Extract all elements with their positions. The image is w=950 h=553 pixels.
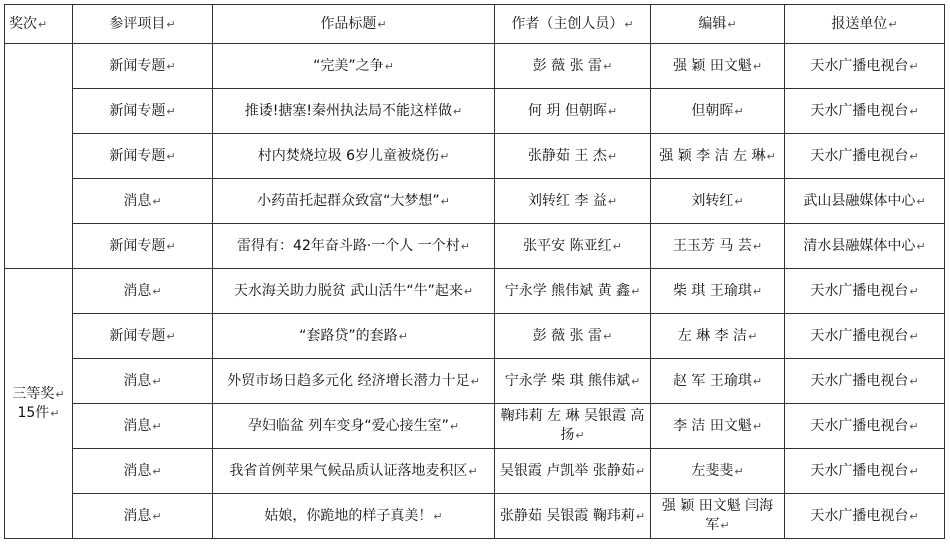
title-cell <box>213 449 495 494</box>
category-cell-text: 消息 ↵ <box>123 418 161 434</box>
unit-cell-text: 天水广播电视台 ↵ <box>810 283 918 299</box>
award-cell <box>5 269 73 539</box>
editor-cell <box>651 404 785 449</box>
author-cell <box>495 44 651 89</box>
author-cell <box>495 494 651 539</box>
header-title: 作品标题 ↵ <box>213 5 495 44</box>
unit-cell <box>785 224 945 269</box>
unit-cell <box>785 494 945 539</box>
title-cell <box>213 89 495 134</box>
header-category: 参评项目 ↵ <box>73 5 213 44</box>
table-row <box>5 449 945 494</box>
title-cell-text: 雷得有：42年奋斗路·一个人 一个村 ↵ <box>237 238 470 254</box>
table-row <box>5 314 945 359</box>
table-row <box>5 404 945 449</box>
author-cell-text: 宁永学 柴 琪 熊伟斌 ↵ <box>505 373 641 389</box>
editor-cell-text: 王玉芳 马 芸 ↵ <box>673 238 762 254</box>
category-cell <box>73 224 213 269</box>
editor-cell <box>651 134 785 179</box>
author-cell <box>495 359 651 404</box>
editor-cell-text: 李 洁 田文魁 ↵ <box>673 418 762 434</box>
title-cell <box>213 44 495 89</box>
title-cell-text: “完美”之争 ↵ <box>313 58 394 74</box>
editor-cell-text: 左 琳 李 洁 ↵ <box>678 328 758 344</box>
unit-cell <box>785 269 945 314</box>
award-count: 15件 ↵ <box>17 405 59 421</box>
award-label: 三等奖 ↵ <box>12 386 64 402</box>
category-cell <box>73 359 213 404</box>
title-cell-text: 我省首例苹果气候品质认证落地麦积区 ↵ <box>229 463 477 479</box>
title-cell <box>213 314 495 359</box>
category-cell-text: 新闻专题 ↵ <box>109 238 175 254</box>
author-cell-text: 张静茹 吴银霞 鞠玮莉 ↵ <box>500 508 645 524</box>
unit-cell <box>785 314 945 359</box>
editor-cell <box>651 314 785 359</box>
title-cell-text: 小药苗托起群众致富“大梦想” ↵ <box>257 193 450 209</box>
category-cell-text: 新闻专题 ↵ <box>109 148 175 164</box>
editor-cell-text: 赵 军 王瑜琪 ↵ <box>673 373 762 389</box>
editor-cell <box>651 449 785 494</box>
author-cell <box>495 224 651 269</box>
editor-cell <box>651 89 785 134</box>
title-cell-text: 外贸市场日趋多元化 经济增长潜力十足 ↵ <box>227 373 480 389</box>
unit-cell <box>785 449 945 494</box>
award-cell-blank <box>5 44 73 269</box>
category-cell <box>73 179 213 224</box>
author-cell-text: 吴银霞 卢凯举 张静茹 ↵ <box>500 463 645 479</box>
title-cell <box>213 494 495 539</box>
editor-cell-text: 左斐斐 ↵ <box>691 463 743 479</box>
table-row <box>5 44 945 89</box>
unit-cell <box>785 44 945 89</box>
category-cell-text: 消息 ↵ <box>123 373 161 389</box>
unit-cell <box>785 179 945 224</box>
unit-cell <box>785 134 945 179</box>
title-cell-text: 姑娘，你跪地的样子真美！ ↵ <box>264 508 442 524</box>
author-cell-text: 彭 薇 张 雷 ↵ <box>533 328 613 344</box>
author-cell-text: 鞠玮莉 左 琳 吴银霞 高 扬 ↵ <box>501 408 645 443</box>
title-cell <box>213 269 495 314</box>
editor-cell-text: 刘转红 ↵ <box>691 193 743 209</box>
category-cell <box>73 44 213 89</box>
unit-cell <box>785 359 945 404</box>
category-cell-text: 新闻专题 ↵ <box>109 328 175 344</box>
table-row <box>5 89 945 134</box>
title-cell-text: 村内焚烧垃圾 6岁儿童被烧伤 ↵ <box>258 148 450 164</box>
category-cell-text: 消息 ↵ <box>123 193 161 209</box>
category-cell-text: 消息 ↵ <box>123 463 161 479</box>
editor-cell-text: 强 颖 田文魁 ↵ <box>673 58 762 74</box>
unit-cell-text: 武山县融媒体中心 ↵ <box>803 193 925 209</box>
editor-cell <box>651 224 785 269</box>
category-cell <box>73 449 213 494</box>
author-cell-text: 刘转红 李 益 ↵ <box>528 193 617 209</box>
table-row <box>5 269 945 314</box>
category-cell <box>73 404 213 449</box>
unit-cell-text: 天水广播电视台 ↵ <box>810 463 918 479</box>
unit-cell-text: 天水广播电视台 ↵ <box>810 58 918 74</box>
unit-cell-text: 天水广播电视台 ↵ <box>810 373 918 389</box>
table-row <box>5 494 945 539</box>
table-row <box>5 359 945 404</box>
table-row <box>5 134 945 179</box>
author-cell <box>495 134 651 179</box>
unit-cell <box>785 89 945 134</box>
author-cell-text: 张平安 陈亚红 ↵ <box>523 238 622 254</box>
title-cell <box>213 404 495 449</box>
category-cell-text: 消息 ↵ <box>123 508 161 524</box>
author-cell-text: 何 玥 但朝晖 ↵ <box>528 103 617 119</box>
category-cell <box>73 314 213 359</box>
author-cell <box>495 179 651 224</box>
unit-cell-text: 天水广播电视台 ↵ <box>810 508 918 524</box>
unit-cell-text: 天水广播电视台 ↵ <box>810 418 918 434</box>
editor-cell <box>651 44 785 89</box>
author-cell-text: 彭 薇 张 雷 ↵ <box>533 58 613 74</box>
category-cell <box>73 89 213 134</box>
category-cell-text: 新闻专题 ↵ <box>109 103 175 119</box>
editor-cell-text: 强 颖 李 洁 左 琳 ↵ <box>659 148 775 164</box>
author-cell-text: 张静茹 王 杰 ↵ <box>528 148 617 164</box>
title-cell <box>213 224 495 269</box>
title-cell <box>213 179 495 224</box>
header-editor: 编辑 ↵ <box>651 5 785 44</box>
award-table <box>4 4 945 539</box>
author-cell <box>495 449 651 494</box>
author-cell <box>495 269 651 314</box>
unit-cell-text: 天水广播电视台 ↵ <box>810 148 918 164</box>
category-cell <box>73 134 213 179</box>
author-cell <box>495 314 651 359</box>
editor-cell <box>651 359 785 404</box>
editor-cell-text: 强 颖 田文魁 闫海军 ↵ <box>662 498 773 533</box>
category-cell <box>73 269 213 314</box>
table-row <box>5 224 945 269</box>
header-unit: 报送单位 ↵ <box>785 5 945 44</box>
title-cell-text: “套路贷”的套路 ↵ <box>299 328 408 344</box>
title-cell-text: 推诿!搪塞!秦州执法局不能这样做 ↵ <box>245 103 462 119</box>
title-cell <box>213 359 495 404</box>
unit-cell-text: 清水县融媒体中心 ↵ <box>803 238 925 254</box>
editor-cell <box>651 494 785 539</box>
table-row <box>5 179 945 224</box>
title-cell-text: 孕妇临盆 列车变身“爱心接生室” ↵ <box>248 418 459 434</box>
table-header-row <box>5 5 945 44</box>
category-cell-text: 新闻专题 ↵ <box>109 58 175 74</box>
editor-cell <box>651 269 785 314</box>
editor-cell-text: 柴 琪 王瑜琪 ↵ <box>673 283 762 299</box>
editor-cell <box>651 179 785 224</box>
author-cell-text: 宁永学 熊伟斌 黄 鑫 ↵ <box>505 283 641 299</box>
unit-cell-text: 天水广播电视台 ↵ <box>810 103 918 119</box>
header-award: 奖次 ↵ <box>5 5 73 44</box>
unit-cell-text: 天水广播电视台 ↵ <box>810 328 918 344</box>
author-cell <box>495 89 651 134</box>
title-cell-text: 天水海关助力脱贫 武山活牛“牛”起来 ↵ <box>234 283 473 299</box>
header-author: 作者（主创人员） ↵ <box>495 5 651 44</box>
category-cell <box>73 494 213 539</box>
unit-cell <box>785 404 945 449</box>
editor-cell-text: 但朝晖 ↵ <box>691 103 743 119</box>
title-cell <box>213 134 495 179</box>
author-cell <box>495 404 651 449</box>
category-cell-text: 消息 ↵ <box>123 283 161 299</box>
